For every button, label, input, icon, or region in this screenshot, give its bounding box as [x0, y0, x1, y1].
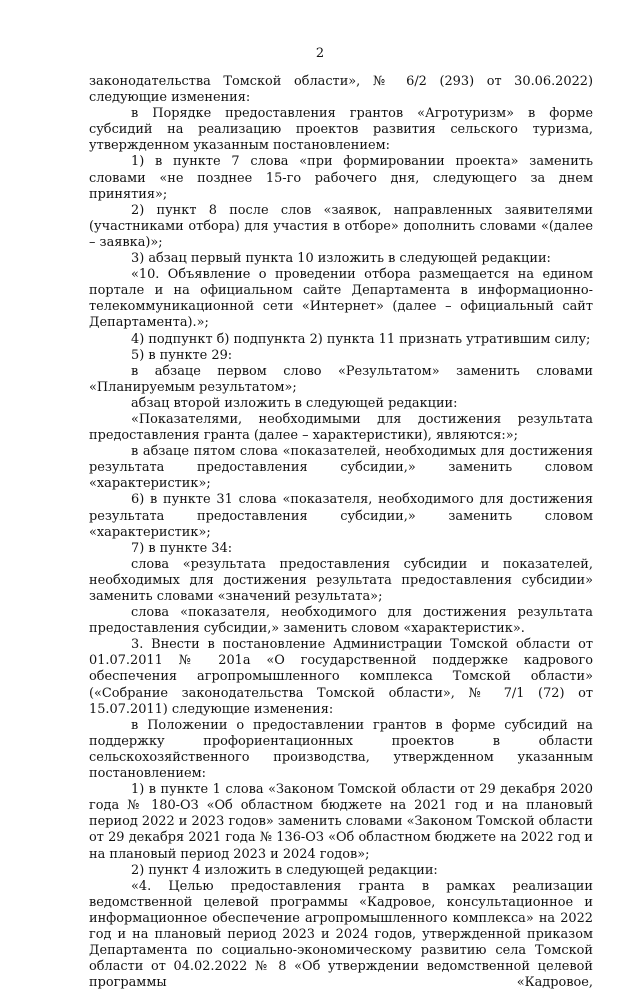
paragraph: в абзаце первом слово «Результатом» заменить словами «Планируемым результатом»; — [89, 363, 593, 395]
paragraph: в абзаце пятом слова «показателей, необходимых для достижения результата предоставления субсидии,» заменить словом «характеристик»; — [89, 444, 593, 492]
paragraph: «10. Объявление о проведении отбора размещается на едином портале и на официальном сайте Департамента в информационно-телекоммуникационной сети «Интернет» (далее – официальный сайт Департамента).»; — [89, 267, 593, 331]
page-number: 2 — [315, 46, 325, 61]
paragraph: 1) в пункте 7 слова «при формировании проекта» заменить словами «не позднее 15-го рабочего дня, следующего за днем принятия»; — [89, 154, 593, 202]
paragraph: «4. Целью предоставления гранта в рамках реализации ведомственной целевой программы «Кадровое, консультационное и информационное обеспечение агропромышленного комплекса» на 2022 год и на плановый период 2023 и 2024 годов, утвержденной приказом Департамента по социально-экономическому развитию села Томской области от 04.02.2022 № 8 «Об утверждении ведомственной целевой программы «Кадровое, — [89, 878, 593, 991]
paragraph: в Положении о предоставлении грантов в форме субсидий на поддержку профориентационных проектов в области сельскохозяйственного производства, утвержденном указанным постановлением: — [89, 717, 593, 782]
paragraph: 2) пункт 8 после слов «заявок, направленных заявителями (участниками отбора) для участия в отборе» дополнить словами «(далее – заявка)»; — [89, 202, 593, 250]
paragraph: 3. Внести в постановление Администрации Томской области от 01.07.2011 № 201а «О государственной поддержке кадрового обеспечения агропромышленного комплекса Томской области» («Собрание законодательства Томской области», № 7/1 (72) от 15.07.2011) следующие изменения: — [89, 637, 593, 717]
paragraph: 7) в пункте 34: — [131, 540, 233, 556]
paragraph: слова «показателя, необходимого для достижения результата предоставления субсидии,» заменить словом «характеристик». — [89, 605, 593, 637]
paragraph: 4) подпункт б) подпункта 2) пункта 11 признать утратившим силу; — [131, 331, 591, 347]
paragraph: 6) в пункте 31 слова «показателя, необходимого для достижения результата предоставления субсидии,» заменить словом «характеристик»; — [89, 492, 593, 540]
paragraph: абзац второй изложить в следующей редакции: — [131, 395, 458, 411]
document-body — [89, 74, 593, 991]
paragraph: в Порядке предоставления грантов «Агротуризм» в форме субсидий на реализацию проектов развития сельского туризма, утвержденном указанным постановлением: — [89, 106, 593, 154]
paragraph: законодательства Томской области», № 6/2 (293) от 30.06.2022) следующие изменения: — [89, 74, 593, 106]
paragraph: 5) в пункте 29: — [131, 347, 233, 363]
paragraph: 3) абзац первый пункта 10 изложить в следующей редакции: — [131, 251, 551, 267]
paragraph: 2) пункт 4 изложить в следующей редакции: — [131, 862, 438, 878]
paragraph: 1) в пункте 1 слова «Законом Томской области от 29 декабря 2020 года № 180-ОЗ «Об областном бюджете на 2021 год и на плановый период 2022 и 2023 годов» заменить словами «Законом Томской области от 29 декабря 2021 года № 136-ОЗ «Об областном бюджете на 2022 год и на плановый период 2023 и 2024 годов»; — [89, 782, 593, 862]
paragraph: слова «результата предоставления субсидии и показателей, необходимых для достижения результата предоставления субсидии» заменить словами «значений результата»; — [89, 556, 593, 604]
paragraph: «Показателями, необходимыми для достижения результата предоставления гранта (далее – характеристики), являются:»; — [89, 411, 593, 444]
